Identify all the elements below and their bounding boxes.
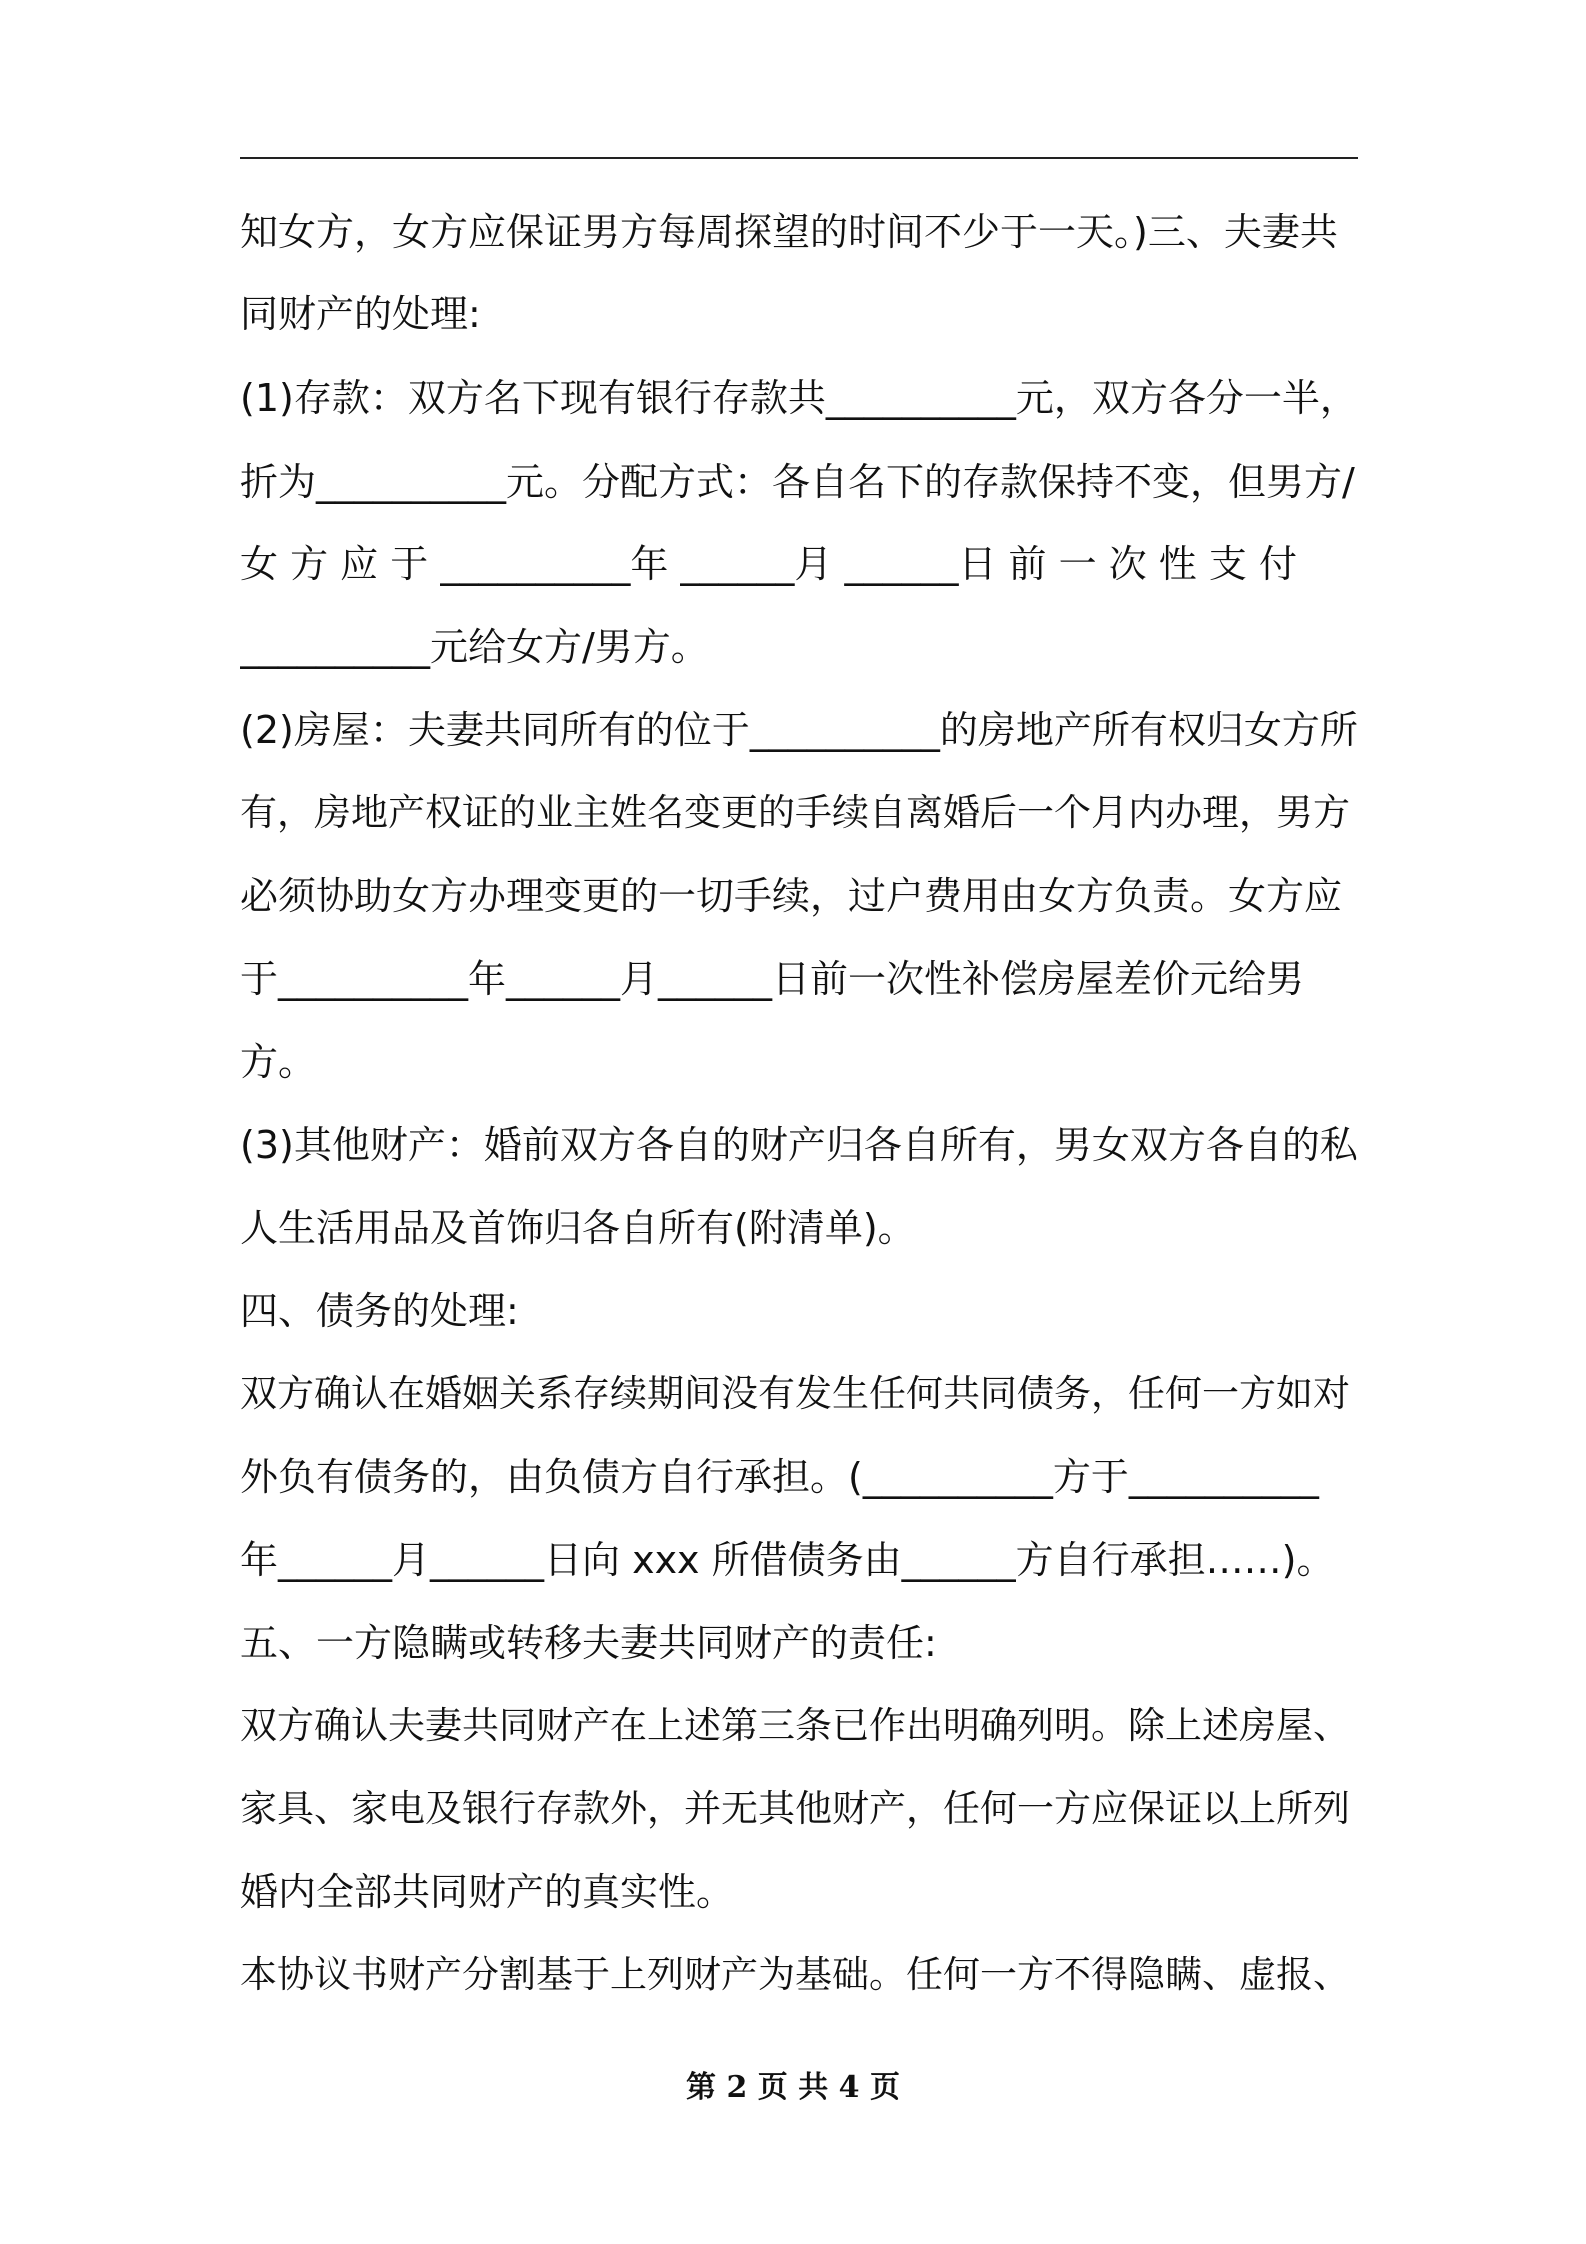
text-line: (3)其他财产：婚前双方各自的财产归各自所有，男女双方各自的私 (240, 1123, 1358, 1167)
header-rule (240, 157, 1358, 159)
text-line: 人生活用品及首饰归各自所有(附清单)。 (240, 1206, 916, 1250)
text-line: 有，房地产权证的业主姓名变更的手续自离婚后一个月内办理，男方 (240, 791, 1350, 834)
text-line: 同财产的处理: (240, 292, 481, 336)
text-line: 双方确认在婚姻关系存续期间没有发生任何共同债务，任何一方如对 (240, 1372, 1350, 1415)
text-line: 双方确认夫妻共同财产在上述第三条已作出明确列明。除上述房屋、 (240, 1704, 1350, 1747)
text-line: 外负有债务的，由负债方自行承担。(__________方于__________ (240, 1455, 1319, 1499)
text-line: 女 方 应 于 __________年 ______月 ______日 前 一 次 性 支 付 (240, 542, 1297, 586)
text-line: 于__________年______月______日前一次性补偿房屋差价元给男 (240, 957, 1305, 1001)
text-line: 折为__________元。分配方式：各自名下的存款保持不变，但男方/ (240, 460, 1355, 504)
page-number: 第 2 页 共 4 页 (686, 2070, 900, 2105)
text-line: 家具、家电及银行存款外，并无其他财产，任何一方应保证以上所列 (240, 1787, 1350, 1830)
text-line: (2)房屋：夫妻共同所有的位于__________的房地产所有权归女方所 (240, 708, 1358, 752)
text-line: 必须协助女方办理变更的一切手续，过户费用由女方负责。女方应 (240, 874, 1343, 918)
section-heading: 四、债务的处理: (240, 1289, 519, 1333)
text-line: 知女方，女方应保证男方每周探望的时间不少于一天。)三、夫妻共 (240, 210, 1338, 254)
text-line: 婚内全部共同财产的真实性。 (240, 1870, 735, 1914)
text-line: 年______月______日向 xxx 所借债务由______方自行承担……)。 (240, 1538, 1335, 1582)
text-line: 本协议书财产分割基于上列财产为基础。任何一方不得隐瞒、虚报、 (240, 1953, 1350, 1996)
text-line: (1)存款：双方名下现有银行存款共__________元，双方各分一半， (240, 376, 1358, 420)
text-line: 方。 (240, 1040, 317, 1084)
section-heading: 五、一方隐瞒或转移夫妻共同财产的责任: (240, 1621, 937, 1665)
text-line: __________元给女方/男方。 (240, 625, 709, 669)
